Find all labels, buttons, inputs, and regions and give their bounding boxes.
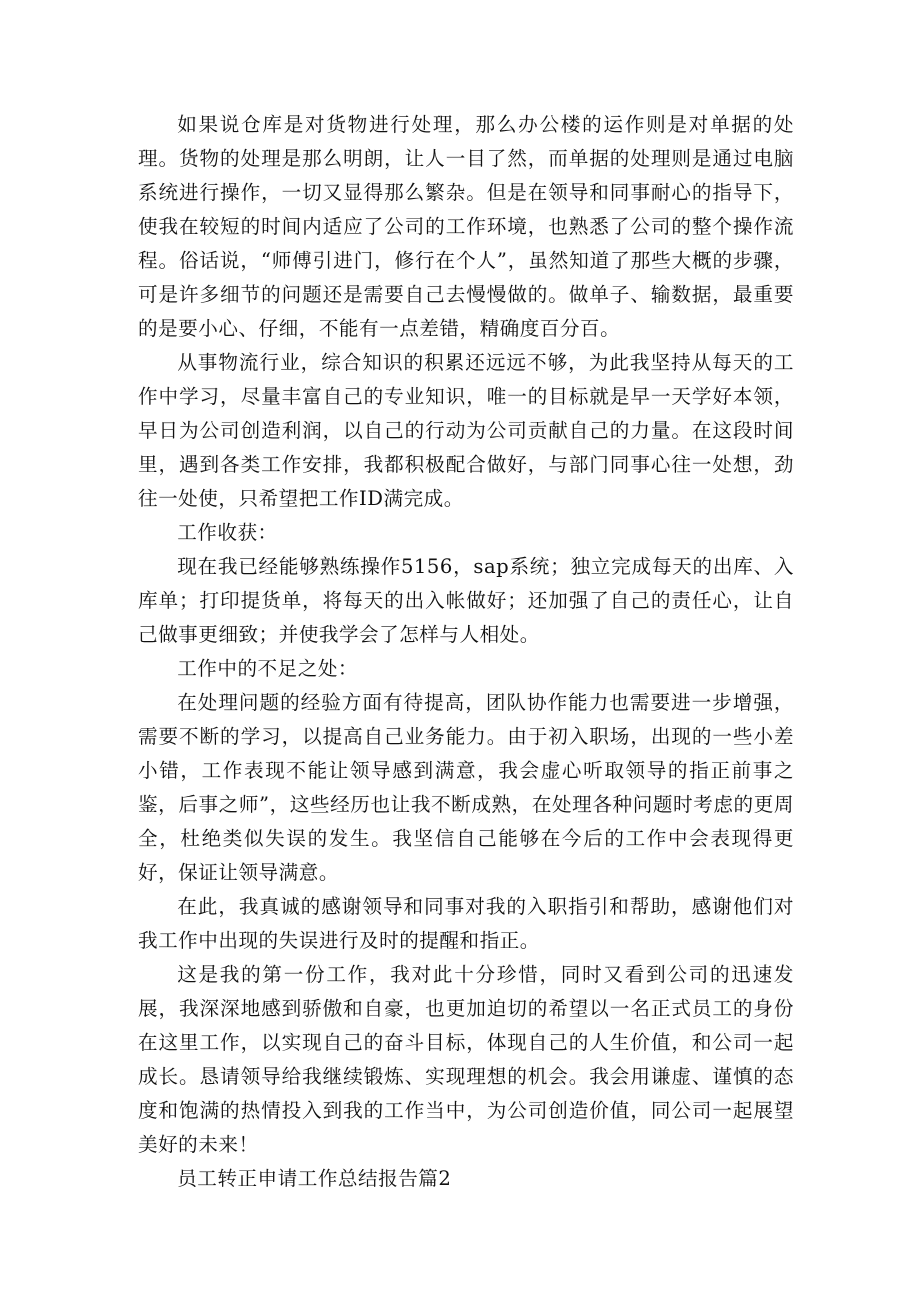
heading-work-gains: 工作收获： [177,521,278,544]
paragraph-shortcomings: 在处理问题的经验方面有待提高，团队协作能力也需要进一步增强，需要不断的学习，以提高自己业务能力。由于初入职场，出现的一些小差小错，工作表现不能让领导感到满意，我会虚心听取领导的指正前事之鉴，后事之师”，这些经历也让我不断成熟，在处理各种问题时考虑的更周全，杜绝类似失误的发生。我坚信自己能够在今后的工作中会表现得更好，保证让领导满意。 [138,691,794,884]
paragraph-logistics-learning: 从事物流行业，综合知识的积累还远远不够，为此我坚持从每天的工作中学习，尽量丰富自己的专业知识，唯一的目标就是早一天学好本领，早日为公司创造利润，以自己的行动为公司贡献自己的力量。在这段时间里，遇到各类工作安排，我都积极配合做好，与部门同事心往一处想，劲往一处使，只希望把工作ID满完成。 [138,351,794,510]
document-page [138,108,794,1196]
section-title-part-2: 员工转正申请工作总结报告篇2 [177,1167,452,1190]
paragraph-warehouse-vs-office: 如果说仓库是对货物进行处理，那么办公楼的运作则是对单据的处理。货物的处理是那么明朗，让人一目了然，而单据的处理则是通过电脑系统进行操作，一切又显得那么繁杂。但是在领导和同事耐心的指导下，使我在较短的时间内适应了公司的工作环境，也熟悉了公司的整个操作流程。俗话说，“师傅引进门，修行在个人”，虽然知道了那些大概的步骤，可是许多细节的问题还是需要自己去慢慢做的。做单子、输数据，最重要的是要小心、仔细，不能有一点差错，精确度百分百。 [138,113,794,340]
paragraph-first-job: 这是我的第一份工作，我对此十分珍惜，同时又看到公司的迅速发展，我深深地感到骄傲和自豪，也更加迫切的希望以一名正式员工的身份在这里工作，以实现自己的奋斗目标，体现自己的人生价值，和公司一起成长。恳请领导给我继续锻炼、实现理想的机会。我会用谦虚、谨慎的态度和饱满的热情投入到我的工作当中，为公司创造价值，同公司一起展望美好的未来！ [138,963,794,1156]
heading-shortcomings: 工作中的不足之处： [177,657,359,680]
paragraph-work-gains: 现在我已经能够熟练操作5156，sap系统；独立完成每天的出库、入库单；打印提货单，将每天的出入帐做好；还加强了自己的责任心，让自己做事更细致；并使我学会了怎样与人相处。 [138,555,794,646]
paragraph-thanks: 在此，我真诚的感谢领导和同事对我的入职指引和帮助，感谢他们对我工作中出现的失误进行及时的提醒和指正。 [138,895,794,952]
